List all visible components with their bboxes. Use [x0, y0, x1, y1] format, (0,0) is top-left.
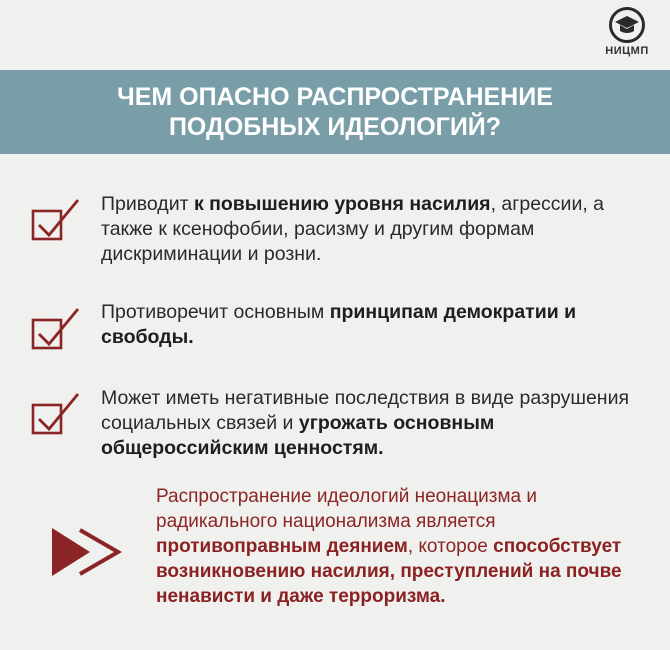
list-item-text-regular: , агрессии, а также к ксенофобии, расизму и другим формам дискриминации и розни. — [101, 193, 605, 265]
list-item-text-regular: Может иметь негативные последствия в виде разрушения социальных связей и — [101, 387, 630, 434]
checkbox-checked-icon — [30, 306, 82, 352]
warning-text — [156, 484, 646, 609]
title-banner — [0, 70, 670, 154]
page-title-line2: ПОДОБНЫХ ИДЕОЛОГИЙ? — [168, 113, 502, 141]
page-title-line1: ЧЕМ ОПАСНО РАСПРОСТРАНЕНИЕ — [117, 83, 553, 111]
list-item-text — [101, 192, 646, 267]
logo-text: НИЦМП — [605, 45, 649, 57]
list-item-text-regular: Приводит — [101, 193, 194, 215]
page-title — [75, 82, 595, 142]
list-item-text-bold: принципам демократии и свободы. — [101, 301, 577, 348]
logo — [600, 6, 654, 57]
graduation-cap-icon — [608, 6, 646, 44]
checkbox-checked-icon — [30, 391, 82, 437]
list-item-text — [101, 300, 646, 350]
double-arrow-icon — [50, 526, 122, 578]
warning-text-bold: противоправным деянием — [156, 536, 408, 557]
list-item-text-bold: угрожать основным общероссийским ценностям. — [101, 412, 495, 459]
warning-text-regular: Распространение идеологий неонацизма и радикального национализма является — [156, 486, 538, 532]
list-item-text — [101, 386, 646, 461]
list-item-text-regular: Противоречит основным — [101, 301, 330, 323]
warning-text-regular: , которое — [407, 536, 494, 557]
checkbox-checked-icon — [30, 197, 82, 243]
list-item-text-bold: к повышению уровня насилия — [193, 193, 491, 215]
warning-text-bold: способствует возникновению насилия, преступлений на почве ненависти и даже терроризма. — [156, 536, 622, 607]
